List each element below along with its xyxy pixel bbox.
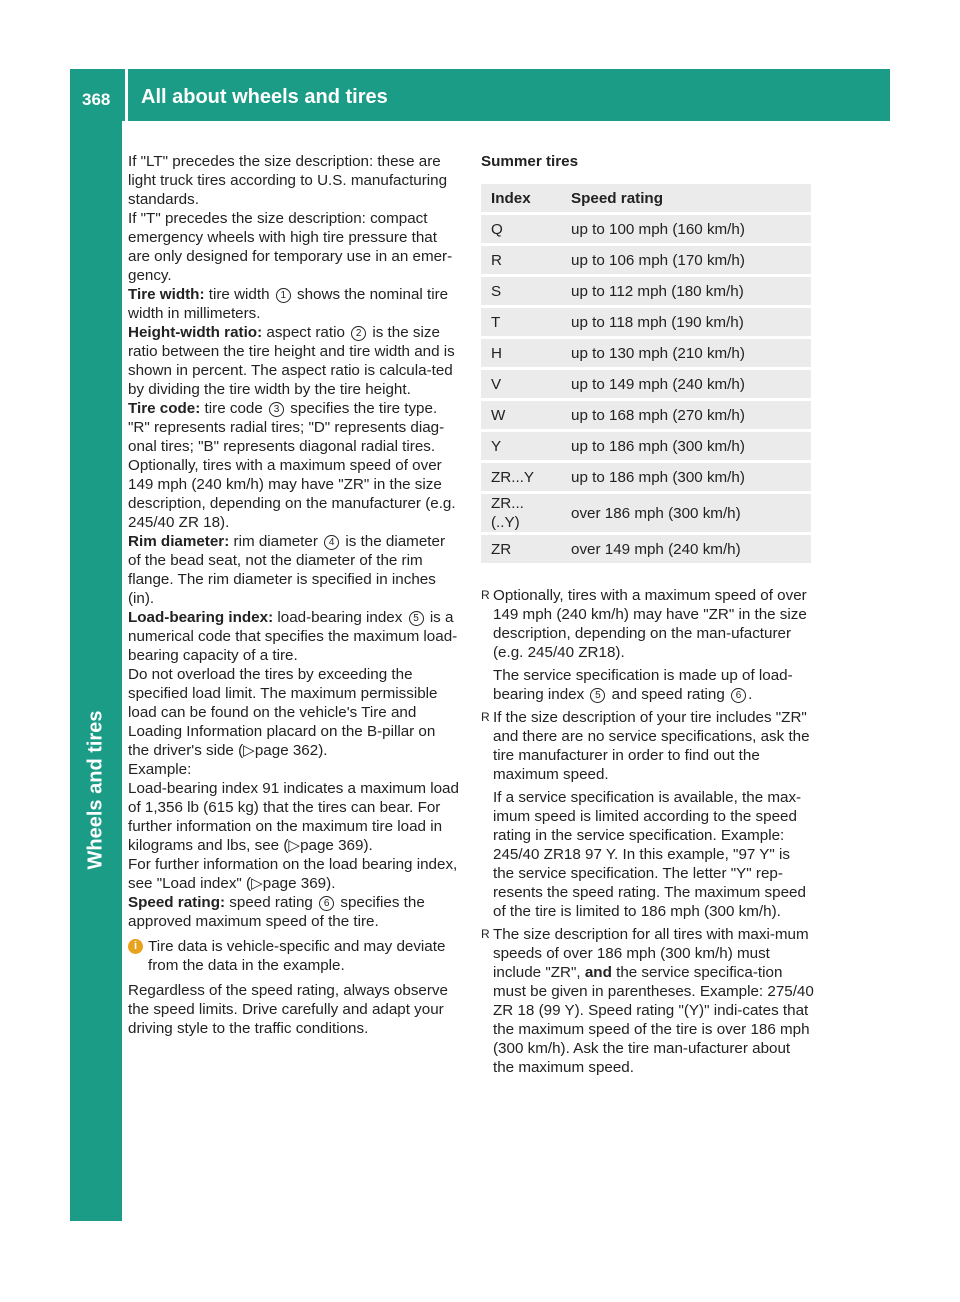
callout-3: 3	[269, 402, 284, 417]
info-note-text: Tire data is vehicle-specific and may deviate from the data in the example.	[148, 938, 446, 974]
page-number: 368	[82, 90, 111, 109]
rating-cell: over 186 mph (300 km/h)	[561, 494, 811, 532]
table-row	[481, 535, 811, 563]
table-row	[481, 463, 811, 491]
paragraph-overload: Do not overload the tires by exceeding the specified load limit. The maximum permissible load can be found on the vehicle's Tire and Loading Information placard on the B-pillar on the driver's side (▷page 362).	[128, 666, 438, 759]
index-cell: Q	[481, 215, 561, 243]
rating-cell: up to 100 mph (160 km/h)	[561, 215, 811, 243]
table-row	[481, 277, 811, 305]
term-tire-code: Tire code:	[128, 400, 201, 417]
page-ref-link[interactable]: page 369	[262, 875, 327, 892]
rating-cell: up to 112 mph (180 km/h)	[561, 277, 811, 305]
term-height-width: Height-width ratio:	[128, 324, 263, 341]
rating-cell: over 149 mph (240 km/h)	[561, 535, 811, 563]
paragraph-t: If "T" precedes the size description: compact emergency wheels with high tire pressure that are only designed for temporary use in an emer-gency.	[128, 210, 453, 284]
arrow-right-icon: ▷	[251, 875, 263, 892]
callout-5: 5	[409, 611, 424, 626]
speed-rating-table	[481, 181, 811, 566]
callout-4: 4	[324, 535, 339, 550]
table-row	[481, 308, 811, 336]
term-tire-width: Tire width:	[128, 286, 205, 303]
paragraph-regardless: Regardless of the speed rating, always observe the speed limits. Drive carefully and adapt your driving style to the traffic conditions.	[128, 982, 448, 1037]
left-column	[128, 152, 460, 1038]
arrow-right-icon: ▷	[288, 837, 301, 854]
callout-2: 2	[351, 326, 366, 341]
table-row	[481, 215, 811, 243]
index-cell: ZR...(..Y)	[481, 494, 561, 532]
rating-cell: up to 149 mph (240 km/h)	[561, 370, 811, 398]
section-title: Summer tires	[481, 153, 579, 170]
paragraph-radial: "R" represents radial tires; "D" represents diag-onal tires; "B" represents diagonal radial tires.	[128, 419, 445, 455]
table-row	[481, 370, 811, 398]
info-note	[128, 937, 460, 975]
rating-cell: up to 118 mph (190 km/h)	[561, 308, 811, 336]
page-ref-link[interactable]: page 369	[300, 837, 364, 854]
index-cell: R	[481, 246, 561, 274]
paragraph-rim: Rim diameter: rim diameter 4 is the diameter of the bead seat, not the diameter of the rim flange. The rim diameter is specified in inches (in).	[128, 533, 445, 607]
list-item: R The size description for all tires with maxi-mum speeds of over 186 mph (300 km/h) must include "ZR", and the service specifica-tion must be given in parentheses. Example: 275/40 ZR 18 (99 Y). Speed rating "(Y)" indi-cates that the maximum speed of the tire is over 186 mph (300 km/h). Ask the tire man-ufacturer about the maximum speed.	[481, 925, 814, 1081]
arrow-right-icon: ▷	[243, 742, 255, 759]
paragraph-height-width: Height-width ratio: aspect ratio 2 is the size ratio between the tire height and tire width and is shown in percent. The aspect ratio is calcula-ted by dividing the tire width by the tire height.	[128, 324, 455, 398]
table-header-row	[481, 184, 811, 212]
list-item: R If the size description of your tire includes "ZR" and there are no service specifications, ask the tire manufacturer in order to find out the maximum speed. If a service specification is available, the max-imum speed is limited according to the speed rating in the service specification. Example: 245/40 ZR18 97 Y. In this example, "97 Y" is the service specification. The letter "Y" rep-resents the speed rating. The maximum speed of the tire is limited to 186 mph (300 km/h).	[481, 708, 814, 925]
index-cell: V	[481, 370, 561, 398]
bullet-icon: R	[481, 710, 490, 724]
rating-cell: up to 186 mph (300 km/h)	[561, 463, 811, 491]
list-item: R Optionally, tires with a maximum speed of over 149 mph (240 km/h) may have "ZR" in the size description, depending on the man-ufacturer (e.g. 245/40 ZR18). The service specification is made up of load-bearing index 5 and speed rating 6 .	[481, 586, 814, 708]
table-row	[481, 494, 811, 532]
index-cell: H	[481, 339, 561, 367]
rating-cell: up to 186 mph (300 km/h)	[561, 432, 811, 460]
right-column	[481, 152, 814, 1081]
column-header-index: Index	[481, 184, 561, 212]
paragraph-tire-width: Tire width: tire width 1 shows the nominal tire width in millimeters.	[128, 286, 449, 322]
paragraph-lt: If "LT" precedes the size description: these are light truck tires according to U.S. manufacturing standards.	[128, 153, 448, 208]
paragraph-further: For further information on the load bearing index, see "Load index" (▷page 369).	[128, 856, 458, 892]
page-title: All about wheels and tires	[141, 86, 388, 108]
rating-cell: up to 106 mph (170 km/h)	[561, 246, 811, 274]
term-rim-diameter: Rim diameter:	[128, 533, 230, 550]
paragraph-example: Load-bearing index 91 indicates a maximum load of 1,356 lb (615 kg) that the tires can bear. For further information on the maximum tire load in kilograms and lbs, see (▷page 369).	[128, 780, 459, 854]
table-row	[481, 246, 811, 274]
index-cell: Y	[481, 432, 561, 460]
table-row	[481, 401, 811, 429]
callout-6: 6	[731, 688, 746, 703]
paragraph-load: Load-bearing index: load-bearing index 5 is a numerical code that specifies the maximum load-bearing capacity of a tire.	[128, 609, 458, 664]
callout-1: 1	[276, 288, 291, 303]
side-tab-label: Wheels and tires	[84, 710, 107, 870]
column-header-rating: Speed rating	[561, 184, 811, 212]
bullet-icon: R	[481, 927, 490, 941]
example-label: Example:	[128, 761, 192, 778]
index-cell: T	[481, 308, 561, 336]
term-speed-rating: Speed rating:	[128, 894, 226, 911]
index-cell: W	[481, 401, 561, 429]
index-cell: ZR	[481, 535, 561, 563]
bullet-icon: R	[481, 588, 490, 602]
table-row	[481, 339, 811, 367]
info-icon: i	[128, 939, 143, 954]
side-tab	[70, 121, 122, 1221]
term-load-index: Load-bearing index:	[128, 609, 274, 626]
paragraph-zr: Optionally, tires with a maximum speed of over 149 mph (240 km/h) may have "ZR" in the size description, depending on the manufacturer (e.g. 245/40 ZR 18).	[128, 457, 456, 531]
callout-6: 6	[319, 896, 334, 911]
header-divider	[125, 69, 128, 121]
page-ref-link[interactable]: page 362	[254, 742, 319, 759]
paragraph-speed-rating: Speed rating: speed rating 6 specifies the approved maximum speed of the tire.	[128, 894, 425, 930]
rating-cell: up to 168 mph (270 km/h)	[561, 401, 811, 429]
index-cell: ZR...Y	[481, 463, 561, 491]
callout-5: 5	[590, 688, 605, 703]
rating-cell: up to 130 mph (210 km/h)	[561, 339, 811, 367]
bullet-list	[481, 586, 814, 1081]
index-cell: S	[481, 277, 561, 305]
paragraph-tire-code: Tire code: tire code 3 specifies the tire type.	[128, 400, 438, 417]
table-row	[481, 432, 811, 460]
